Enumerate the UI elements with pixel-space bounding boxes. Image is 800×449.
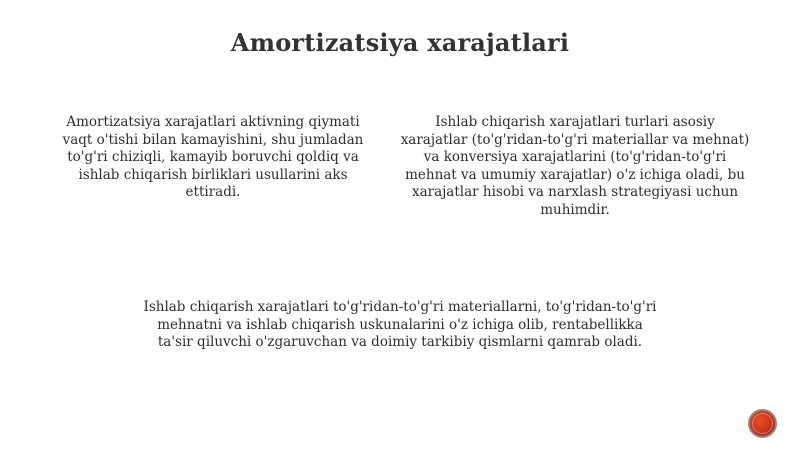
text-block-depreciation: Amortizatsiya xarajatlari aktivning qiymati vaqt o'tishi bilan kamayishini, shu jumladan to'g'ri chiziqli, kamayib boruvchi qoldiq va ishlab chiqarish birliklari usullarini aks ettiradi.	[62, 114, 364, 200]
text-block-cost-types: Ishlab chiqarish xarajatlari turlari asosiy xarajatlar (to'g'ridan-to'g'ri materiallar va mehnat) va konversiya xarajatlarini (to'g'ridan-to'g'ri mehnat va umumiy xarajatlar) o'z ichiga oladi, bu xarajatlar hisobi va narxlash strategiyasi uchun muhimdir.	[400, 114, 750, 218]
nav-circle-icon	[752, 413, 773, 434]
text-block-production-costs: Ishlab chiqarish xarajatlari to'g'ridan-to'g'ri materiallarni, to'g'ridan-to'g'ri mehnatni va ishlab chiqarish uskunalarini o'z ichiga olib, rentabellikka ta'sir qiluvchi o'zgaruvchan va doimiy tarkibiy qismlarni qamrab oladi.	[143, 299, 657, 350]
slide-nav-button[interactable]	[748, 409, 777, 438]
slide-title: Amortizatsiya xarajatlari	[230, 28, 570, 57]
